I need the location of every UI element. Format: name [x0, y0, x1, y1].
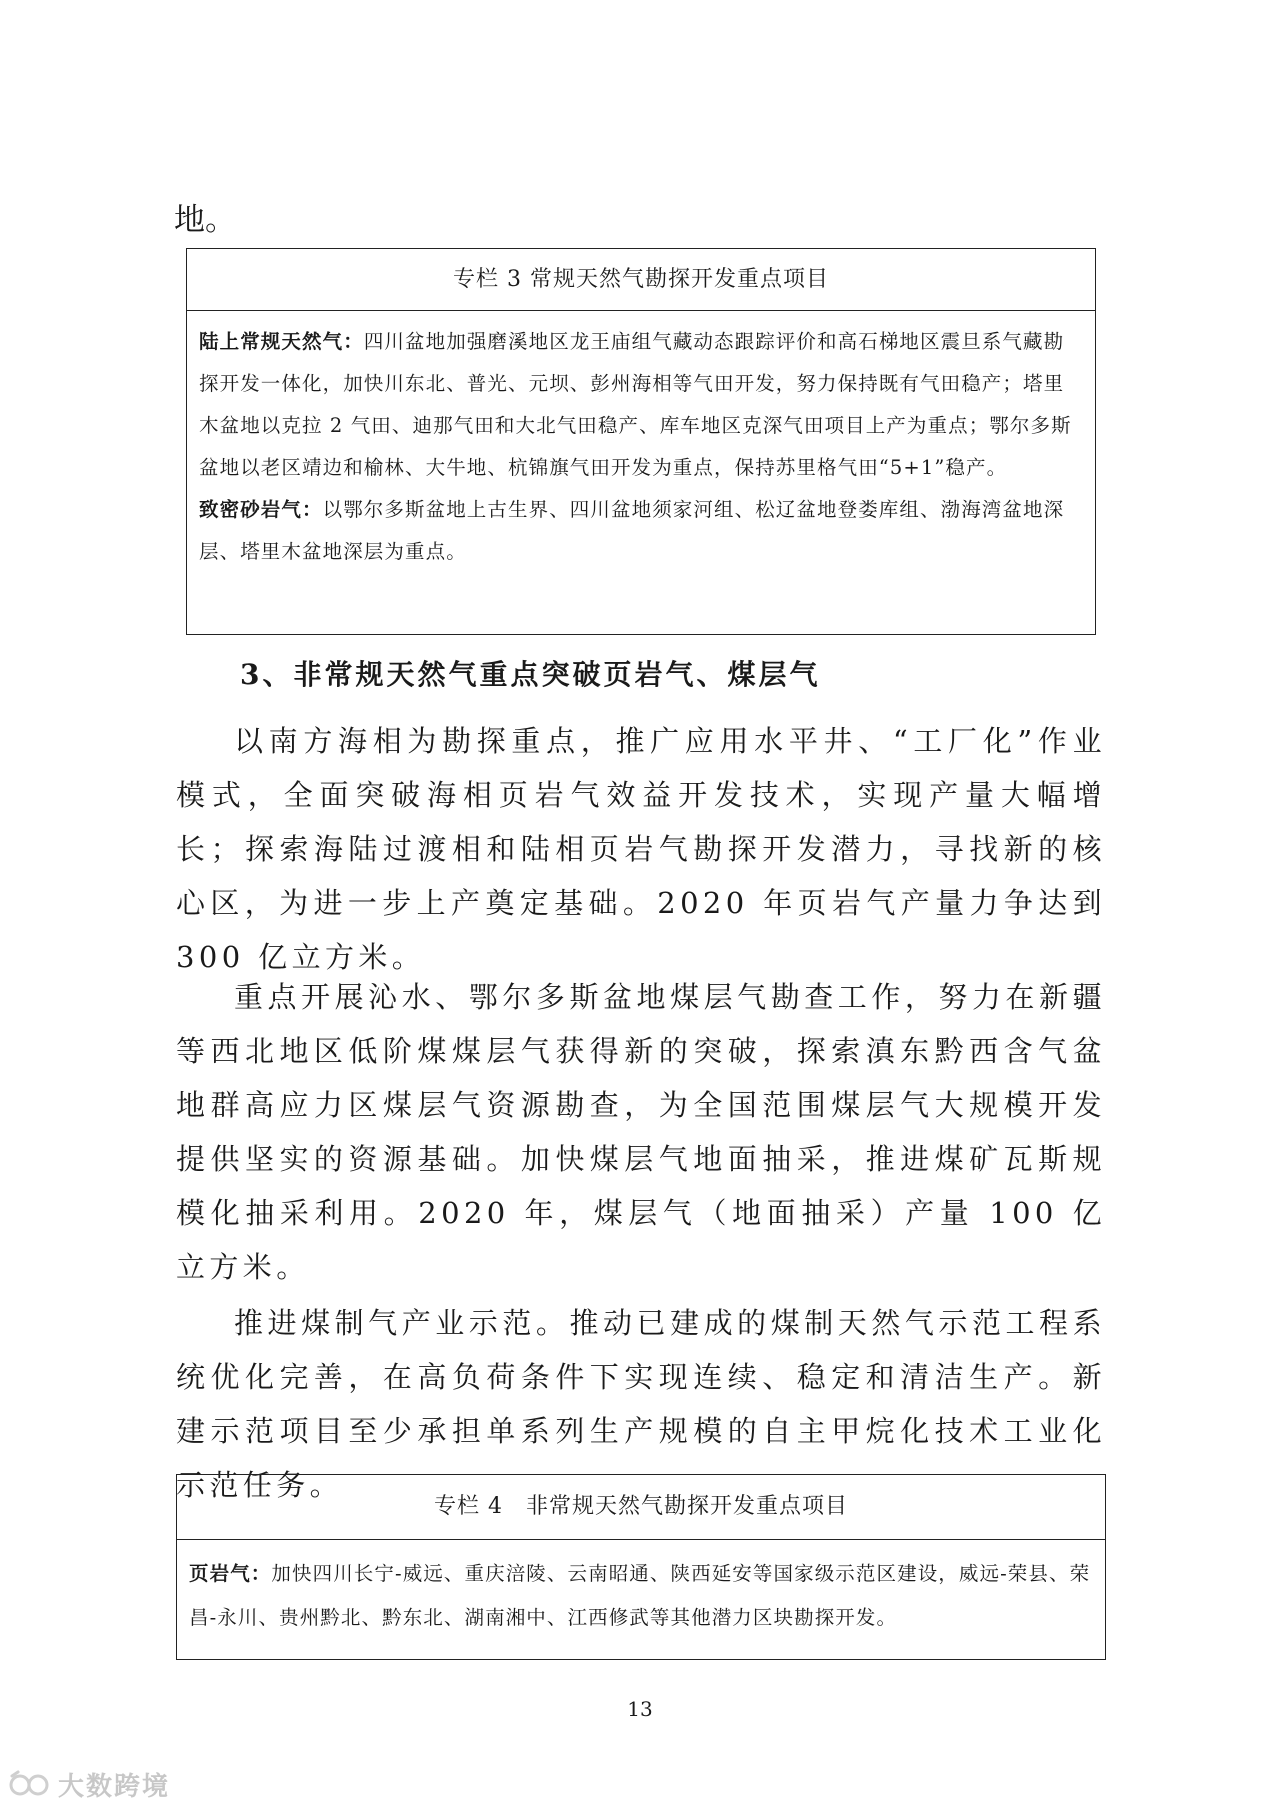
feature-box-3-item-term: 陆上常规天然气：: [199, 330, 364, 353]
body-paragraph-coal-to-gas: 推进煤制气产业示范。推动已建成的煤制天然气示范工程系统优化完善，在高负荷条件下实现连续、稳定和清洁生产。新建示范项目至少承担单系列生产规模的自主甲烷化技术工业化示范任务。: [176, 1306, 1106, 1502]
brand-logo-icon: [8, 1769, 52, 1801]
feature-box-3-item-term: 致密砂岩气：: [199, 498, 323, 521]
section-heading: 3、非常规天然气重点突破页岩气、煤层气: [240, 658, 821, 691]
feature-box-3-item-text: 以鄂尔多斯盆地上古生界、四川盆地须家河组、松辽盆地登娄库组、渤海湾盆地深层、塔里木盆地深层为重点。: [199, 498, 1065, 563]
body-paragraph-coalbed-methane: 重点开展沁水、鄂尔多斯盆地煤层气勘查工作，努力在新疆等西北地区低阶煤煤层气获得新的突破，探索滇东黔西含气盆地群高应力区煤层气资源勘查，为全国范围煤层气大规模开发提供坚实的资源基础。加快煤层气地面抽采，推进煤矿瓦斯规模化抽采利用。2020 年，煤层气（地面抽采）产量 100 亿立方米。: [176, 980, 1106, 1284]
continuation-text: 地。: [174, 202, 236, 238]
feature-box-4-item-term: 页岩气：: [189, 1562, 272, 1585]
feature-box-4-title: 专栏 4 非常规天然气勘探开发重点项目: [177, 1475, 1105, 1540]
feature-box-3-title: 专栏 3 常规天然气勘探开发重点项目: [187, 249, 1095, 311]
feature-box-3-body: [187, 311, 1095, 581]
feature-box-4-body: [177, 1540, 1105, 1648]
feature-box-3-item-text: 四川盆地加强磨溪地区龙王庙组气藏动态跟踪评价和高石梯地区震旦系气藏勘探开发一体化，加快川东北、普光、元坝、彭州海相等气田开发，努力保持既有气田稳产；塔里木盆地以克拉 2 气田、迪那气田和大北气田稳产、库车地区克深气田项目上产为重点；鄂尔多斯盆地以老区靖边和榆林、大牛地、杭锦旗气田开发为重点，保持苏里格气田“5+1”稳产。: [199, 330, 1072, 479]
feature-box-3-item: [199, 489, 1083, 573]
page-number: 13: [627, 1697, 653, 1721]
watermark-text: 大数跨境: [58, 1772, 171, 1802]
watermark: [8, 1766, 170, 1803]
feature-box-3-item: [199, 321, 1083, 489]
feature-box-4-item-text: 加快四川长宁-威远、重庆涪陵、云南昭通、陕西延安等国家级示范区建设，威远-荣县、荣昌-永川、贵州黔北、黔东北、湖南湘中、江西修武等其他潜力区块勘探开发。: [189, 1562, 1091, 1629]
feature-box-3: [186, 248, 1096, 635]
body-paragraph-shale-gas: 以南方海相为勘探重点，推广应用水平井、“工厂化”作业模式，全面突破海相页岩气效益开发技术，实现产量大幅增长；探索海陆过渡相和陆相页岩气勘探开发潜力，寻找新的核心区，为进一步上产奠定基础。2020 年页岩气产量力争达到 300 亿立方米。: [176, 724, 1106, 974]
feature-box-4: [176, 1474, 1106, 1660]
feature-box-4-item: [189, 1552, 1093, 1640]
